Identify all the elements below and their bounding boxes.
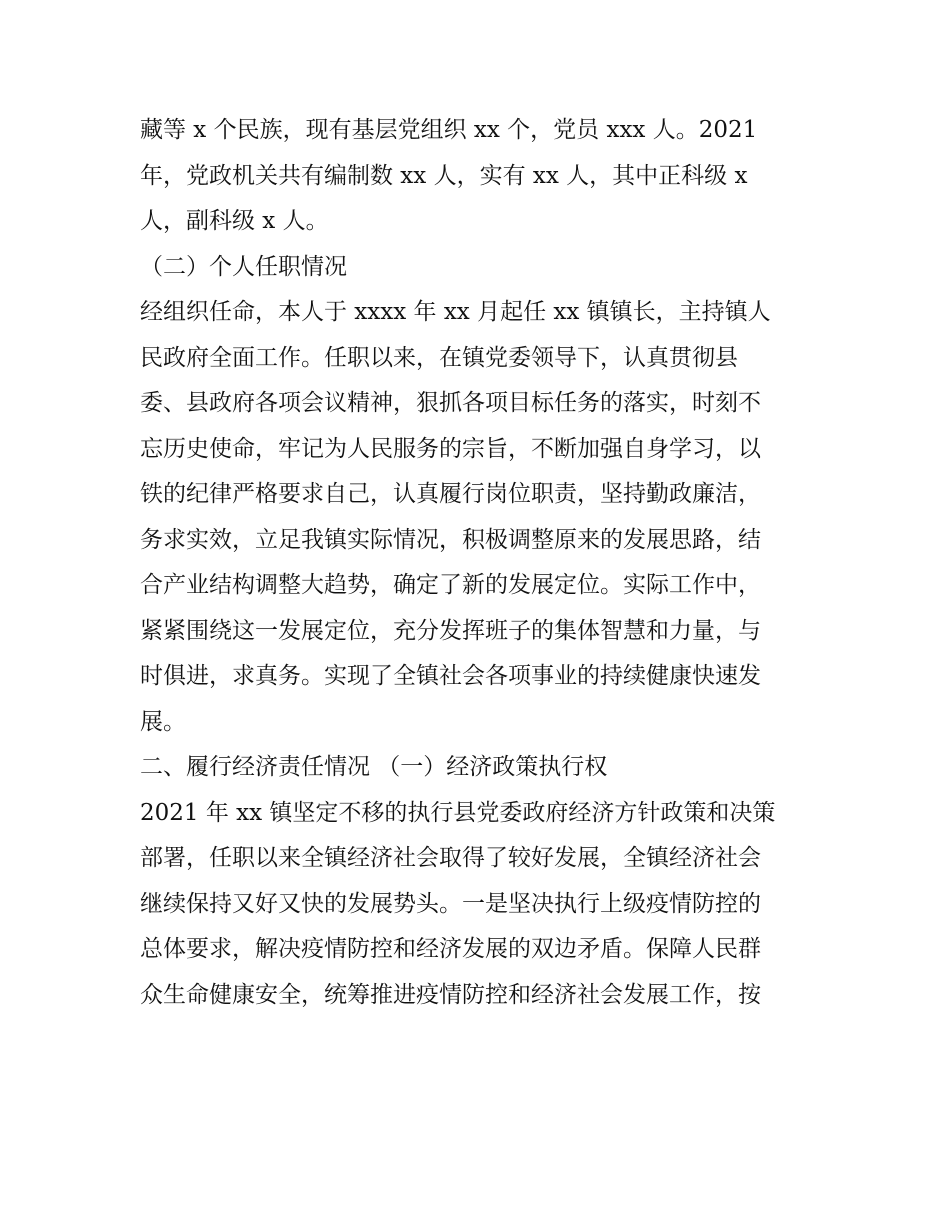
text-line: 务求实效，立足我镇实际情况，积极调整原来的发展思路，结	[140, 526, 761, 553]
text-line: 民政府全面工作。任职以来，在镇党委领导下，认真贯彻县	[140, 344, 738, 371]
document-body	[140, 108, 816, 1018]
text-line: 合产业结构调整大趋势，确定了新的发展定位。实际工作中，	[140, 572, 761, 598]
text-line: 众生命健康安全，统筹推进疫情防控和经济社会发展工作，按	[140, 981, 761, 1008]
text-line: 部署，任职以来全镇经济社会取得了较好发展，全镇经济社会	[140, 845, 761, 871]
text-line: 继续保持又好又快的发展势头。一是坚决执行上级疫情防控的	[140, 890, 761, 917]
section-heading: 二、履行经济责任情况 （一）经济政策执行权	[140, 754, 608, 780]
text-line: 展。	[140, 708, 186, 735]
text-line: 委、县政府各项会议精神，狠抓各项目标任务的落实，时刻不	[140, 390, 761, 416]
text-line: 藏等 x 个民族，现有基层党组织 xx 个，党员 xxx 人。2021	[140, 117, 758, 143]
text-line: 年，党政机关共有编制数 xx 人，实有 xx 人，其中正科级 x	[140, 162, 748, 189]
text-line: 经组织任命，本人于 xxxx 年 xx 月起任 xx 镇镇长，主持镇人	[140, 299, 771, 325]
text-line: 时俱进，求真务。实现了全镇社会各项事业的持续健康快速发	[140, 663, 761, 689]
text-line: 2021 年 xx 镇坚定不移的执行县党委政府经济方针政策和决策	[140, 799, 776, 826]
text-line: 紧紧围绕这一发展定位，充分发挥班子的集体智慧和力量，与	[140, 617, 761, 644]
section-heading: （二）个人任职情况	[140, 253, 347, 280]
text-line: 人，副科级 x 人。	[140, 208, 329, 234]
text-line: 铁的纪律严格要求自己，认真履行岗位职责，坚持勤政廉洁，	[140, 481, 761, 507]
text-line: 总体要求，解决疫情防控和经济发展的双边矛盾。保障人民群	[140, 936, 761, 962]
text-line: 忘历史使命，牢记为人民服务的宗旨，不断加强自身学习，以	[140, 435, 761, 462]
